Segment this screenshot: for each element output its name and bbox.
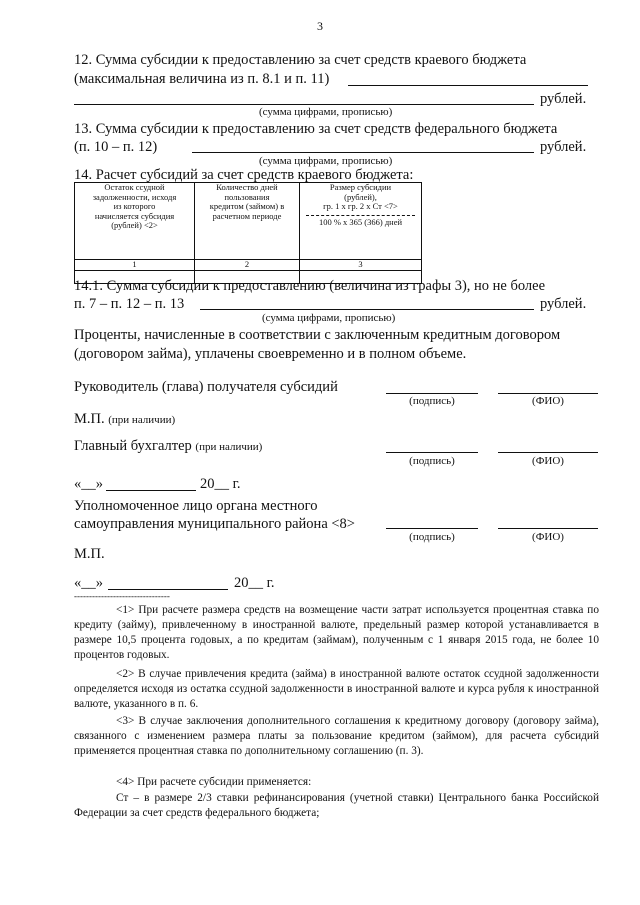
authorized-fio-caption: (ФИО)	[532, 531, 564, 543]
table-header-3: Размер субсидии (рублей), гр. 1 х гр. 2 х Ст <7> 100 % х 365 (366) дней	[300, 183, 422, 260]
footnote-1: <1> При расчете размера средств на возмещение части затрат используется процентная ставка по кредиту (займу), привлеченному в иностранной валюте, предельный размер которой устанавливается в размере 10,5 процента годовых, а по кредитам (займам), полученным с 1 января 2015 года, не более 10 процентов годовых.	[74, 604, 599, 661]
item13-currency: рублей.	[540, 139, 587, 155]
item12-blank-2[interactable]	[74, 104, 534, 105]
table-header-2: Количество дней пользования кредитом (займом) в расчетном периоде	[195, 183, 300, 260]
head-label: Руководитель (глава) получателя субсидий	[74, 379, 338, 395]
item12-currency: рублей.	[540, 91, 587, 107]
item13-line2: (п. 10 – п. 12)	[74, 139, 158, 155]
footnote-2: <2> В случае привлечения кредита (займа) в иностранной валюте остаток ссудной задолженности определяется исходя из остатка ссудной задолженности в иностранной валюте и курса рубля к иностранной валюте, указанного в п. 6.	[74, 668, 599, 710]
interest-line1: Проценты, начисленные в соответствии с заключенным кредитным договором	[74, 327, 561, 343]
item12-caption: (сумма цифрами, прописью)	[259, 106, 393, 118]
authorized-line1: Уполномоченное лицо органа местного	[74, 498, 318, 514]
interest-line2: (договором займа), уплачены своевременно и в полном объеме.	[74, 346, 467, 362]
authorized-fio-line[interactable]	[498, 528, 598, 529]
footnote-separator: --------------------------------	[74, 591, 170, 601]
item14-1-blank[interactable]	[200, 309, 534, 310]
date-2-year: 20__ г.	[234, 575, 275, 591]
accountant-sign-caption: (подпись)	[409, 455, 455, 467]
item13-caption: (сумма цифрами, прописью)	[259, 155, 393, 167]
item12-line1: 12. Сумма субсидии к предоставлению за счет средств краевого бюджета	[74, 52, 527, 68]
footnote-4-ct: Ст – в размере 2/3 ставки рефинансирования (учетной ставки) Центрального банка Российской Федерации за счет средств федерального бюджета;	[74, 792, 599, 819]
footnote-4: <4> При расчете субсидии применяется:	[116, 776, 312, 788]
footnote-3: <3> В случае заключения дополнительного соглашения к кредитному договору (договору займа), связанного с изменением размера платы за пользование кредитом (займом), для расчета субсидий применяется процентная ставка по дополнительному соглашению (п. 3).	[74, 715, 599, 757]
head-fio-caption: (ФИО)	[532, 395, 564, 407]
mp-stamp-1: М.П. (при наличии)	[74, 411, 176, 427]
authorized-line2: самоуправления муниципального района <8>	[74, 516, 355, 532]
item14-1-line1: 14.1. Сумма субсидии к предоставлению (величина из графы 3), но не более	[74, 278, 546, 294]
subsidy-table	[74, 182, 422, 284]
date-1-quote: «__»	[74, 476, 103, 492]
item13-blank[interactable]	[192, 152, 534, 153]
accountant-signature-line[interactable]	[386, 452, 478, 453]
date-1-year: 20__ г.	[200, 476, 241, 492]
authorized-sign-caption: (подпись)	[409, 531, 455, 543]
mp-stamp-2: М.П.	[74, 546, 105, 562]
table-header-1: Остаток ссудной задолженности, исходя из которого начисляется субсидия (рублей) <2>	[75, 183, 195, 260]
head-signature-line[interactable]	[386, 393, 478, 394]
item14-1-line2: п. 7 – п. 12 – п. 13	[74, 296, 185, 312]
item13-line1: 13. Сумма субсидии к предоставлению за счет средств федерального бюджета	[74, 121, 558, 137]
item14-1-caption: (сумма цифрами, прописью)	[262, 312, 396, 324]
page-number: 3	[317, 19, 323, 33]
date-2-quote: «__»	[74, 575, 103, 591]
table-col-number-3: 3	[300, 260, 422, 271]
item14-1-currency: рублей.	[540, 296, 587, 312]
item12-line2: (максимальная величина из п. 8.1 и п. 11)	[74, 71, 330, 87]
head-sign-caption: (подпись)	[409, 395, 455, 407]
accountant-label: Главный бухгалтер (при наличии)	[74, 438, 263, 454]
authorized-signature-line[interactable]	[386, 528, 478, 529]
date-1-month-line[interactable]	[106, 490, 196, 491]
accountant-fio-caption: (ФИО)	[532, 455, 564, 467]
table-col-number-1: 1	[75, 260, 195, 271]
item12-blank-1[interactable]	[348, 85, 588, 86]
head-fio-line[interactable]	[498, 393, 598, 394]
item14-title: 14. Расчет субсидий за счет средств краевого бюджета:	[74, 167, 414, 183]
accountant-fio-line[interactable]	[498, 452, 598, 453]
table-col-number-2: 2	[195, 260, 300, 271]
